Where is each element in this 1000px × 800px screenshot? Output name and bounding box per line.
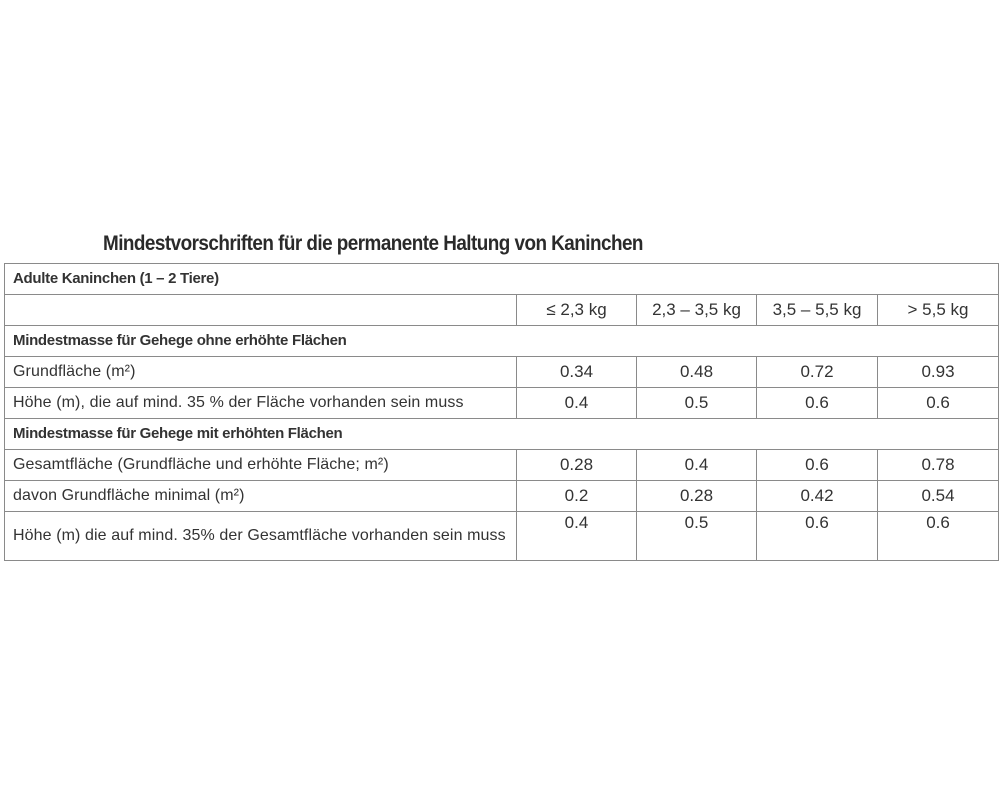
table-cell: 0.34 xyxy=(517,357,637,388)
group-heading: Adulte Kaninchen (1 – 2 Tiere) xyxy=(5,264,999,295)
group-heading-row xyxy=(5,264,999,295)
table-cell: 0.4 xyxy=(637,450,757,481)
row-label: Höhe (m) die auf mind. 35% der Gesamtfläche vorhanden sein muss xyxy=(5,512,517,561)
table-cell: 0.5 xyxy=(637,388,757,419)
table-cell: 0.93 xyxy=(878,357,999,388)
table-cell: 0.6 xyxy=(757,388,878,419)
table-row xyxy=(5,450,999,481)
column-header: 2,3 – 3,5 kg xyxy=(637,295,757,326)
row-label: Höhe (m), die auf mind. 35 % der Fläche vorhanden sein muss xyxy=(5,388,517,419)
table-cell: 0.54 xyxy=(878,481,999,512)
document-title: Mindestvorschriften für die permanente Haltung von Kaninchen xyxy=(103,232,643,255)
table-cell: 0.78 xyxy=(878,450,999,481)
table-row xyxy=(5,388,999,419)
table-cell: 0.48 xyxy=(637,357,757,388)
table-cell: 0.4 xyxy=(517,388,637,419)
header-empty-cell xyxy=(5,295,517,326)
section-heading: Mindestmasse für Gehege mit erhöhten Flächen xyxy=(5,419,999,450)
table-cell: 0.5 xyxy=(637,512,757,561)
row-label: davon Grundfläche minimal (m²) xyxy=(5,481,517,512)
section-heading-row xyxy=(5,419,999,450)
column-header: ≤ 2,3 kg xyxy=(517,295,637,326)
table-cell: 0.4 xyxy=(517,512,637,561)
table-cell: 0.28 xyxy=(517,450,637,481)
column-header: > 5,5 kg xyxy=(878,295,999,326)
row-label: Gesamtfläche (Grundfläche und erhöhte Fläche; m²) xyxy=(5,450,517,481)
table-cell: 0.2 xyxy=(517,481,637,512)
table-row xyxy=(5,357,999,388)
column-header: 3,5 – 5,5 kg xyxy=(757,295,878,326)
table-cell: 0.72 xyxy=(757,357,878,388)
table-cell: 0.6 xyxy=(757,512,878,561)
section-heading-row xyxy=(5,326,999,357)
table-cell: 0.6 xyxy=(757,450,878,481)
table-cell: 0.6 xyxy=(878,512,999,561)
table-row xyxy=(5,481,999,512)
section-heading: Mindestmasse für Gehege ohne erhöhte Flächen xyxy=(5,326,999,357)
regulations-table xyxy=(4,263,999,561)
row-label: Grundfläche (m²) xyxy=(5,357,517,388)
table-cell: 0.6 xyxy=(878,388,999,419)
weight-header-row xyxy=(5,295,999,326)
table-cell: 0.42 xyxy=(757,481,878,512)
table-cell: 0.28 xyxy=(637,481,757,512)
table-row xyxy=(5,512,999,561)
